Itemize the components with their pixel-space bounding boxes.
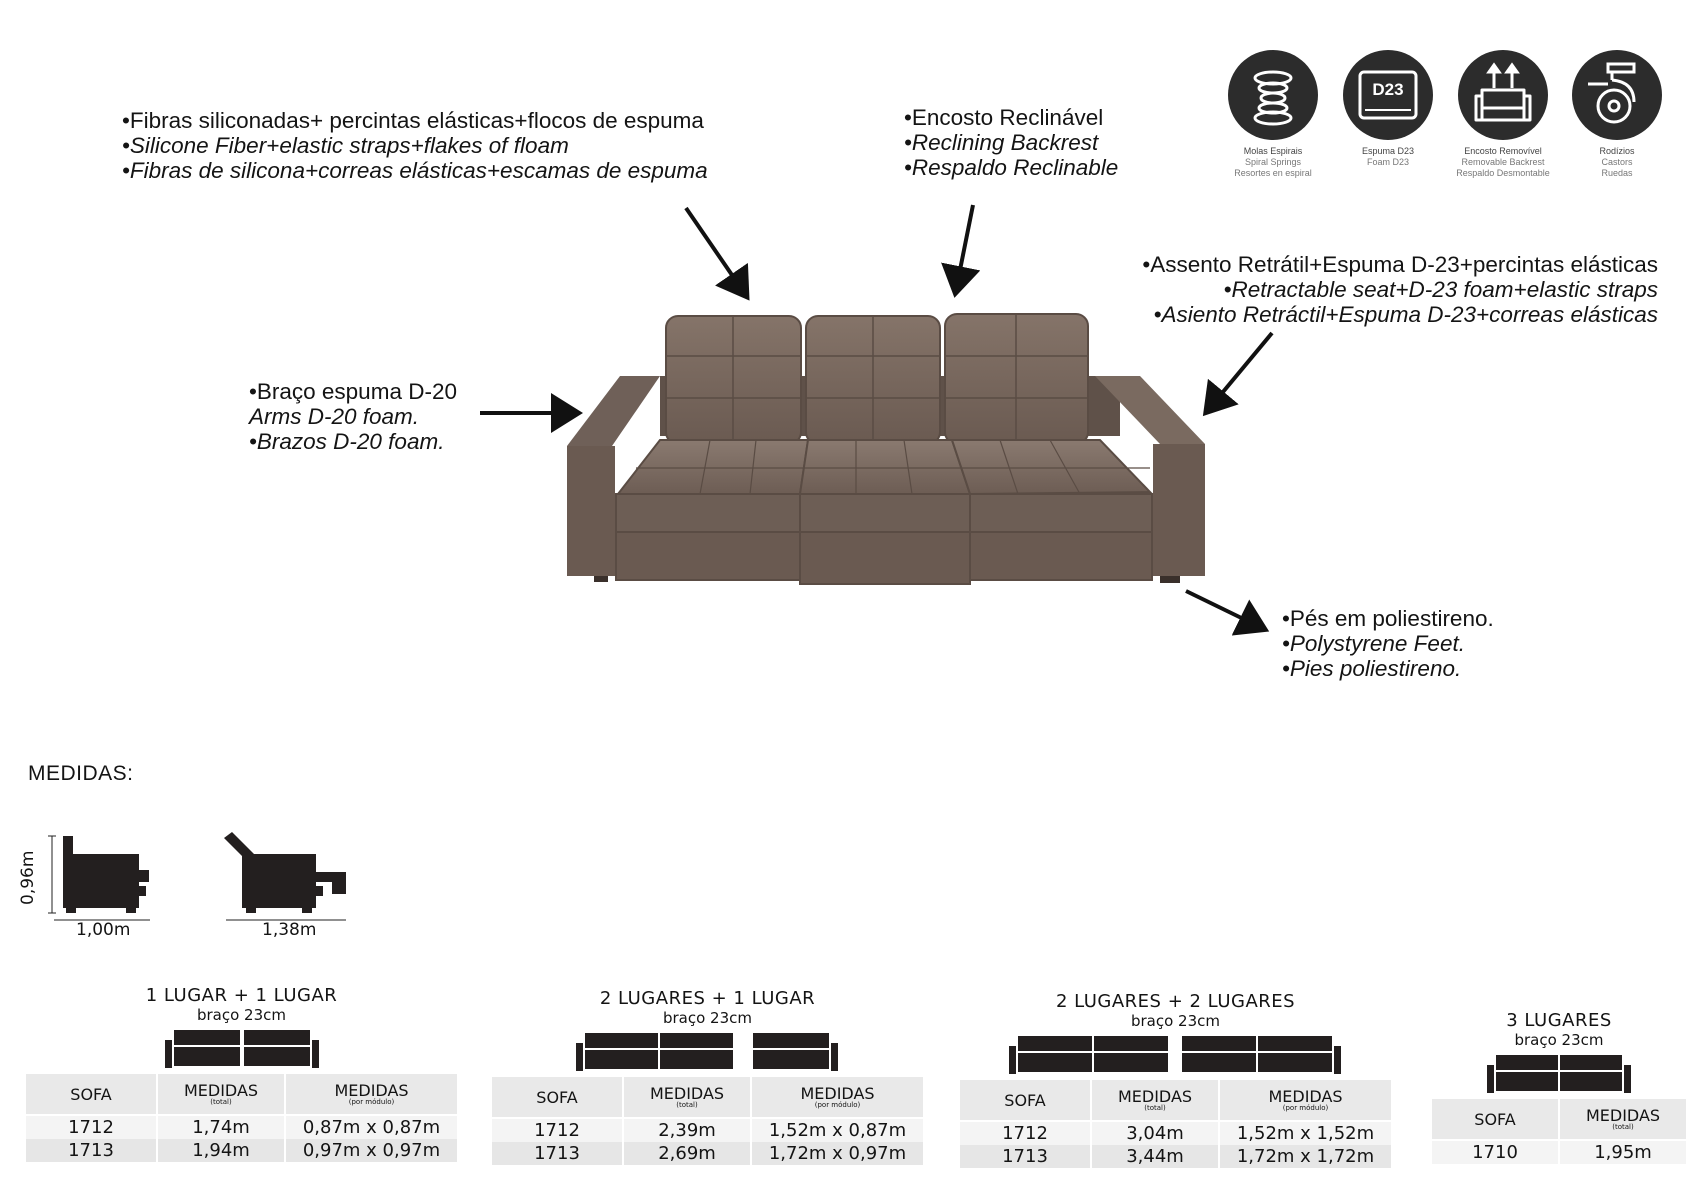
arrow-fibras: [686, 208, 745, 294]
col-total: MEDIDAS (total): [624, 1077, 750, 1117]
col-module: MEDIDAS (por módulo): [286, 1074, 457, 1114]
col-module: MEDIDAS (por módulo): [1220, 1080, 1391, 1120]
config-title: 2 LUGARES + 2 LUGARES: [1055, 991, 1296, 1012]
feature-caption: Encosto Removível Removable Backrest Respaldo Desmontable: [1456, 146, 1550, 178]
callout-braco: •Braço espuma D-20 Arms D-20 foam. •Brazos D-20 foam.: [249, 379, 457, 454]
table-row: 1712 2,39m 1,52m x 0,87m: [492, 1117, 923, 1142]
config-2l-2l: [958, 991, 1393, 1168]
config-title: 1 LUGAR + 1 LUGAR: [145, 985, 338, 1006]
table-row: 1712 3,04m 1,52m x 1,52m: [960, 1120, 1391, 1145]
col-total: MEDIDAS (total): [158, 1074, 284, 1114]
col-total: MEDIDAS (total): [1560, 1099, 1686, 1139]
config-2l-1l: [490, 988, 925, 1165]
col-total: MEDIDAS (total): [1092, 1080, 1218, 1120]
config-arm: braço 23cm: [1514, 1031, 1604, 1049]
config-table: [1430, 1099, 1688, 1164]
col-sofa: SOFA: [26, 1074, 156, 1114]
table-row: 1710 1,95m: [1432, 1139, 1686, 1164]
table-row: 1713 2,69m 1,72m x 0,97m: [492, 1142, 923, 1165]
config-diagram: [1006, 1034, 1346, 1074]
table-row: 1713 1,94m 0,97m x 0,97m: [26, 1139, 457, 1162]
config-table: [24, 1074, 459, 1162]
feature-caption: Rodízios Castors Ruedas: [1599, 146, 1635, 178]
config-arm: braço 23cm: [196, 1006, 287, 1024]
config-diagram: [1484, 1053, 1634, 1093]
feature-caption: Molas Espirais Spiral Springs Resortes en espiral: [1234, 146, 1312, 178]
d23-label: D23: [1372, 80, 1404, 99]
config-title: 3 LUGARES: [1506, 1010, 1612, 1031]
config-arm: braço 23cm: [1130, 1012, 1221, 1030]
measures-title: MEDIDAS:: [28, 762, 134, 785]
table-row: 1713 3,44m 1,72m x 1,72m: [960, 1145, 1391, 1168]
config-table: [490, 1077, 925, 1165]
arrow-encosto: [956, 205, 973, 290]
callout-fibras: •Fibras siliconadas+ percintas elásticas+flocos de espuma •Silicone Fiber+elastic straps+flakes of floam •Fibras de silicona+correas elásticas+escamas de espuma: [122, 108, 708, 183]
config-arm: braço 23cm: [662, 1009, 753, 1027]
depth-closed-label: 1,00m: [76, 920, 131, 940]
config-diagram: [573, 1031, 843, 1071]
col-sofa: SOFA: [1432, 1099, 1558, 1139]
config-table: [958, 1080, 1393, 1168]
callout-pes: •Pés em poliestireno. •Polystyrene Feet. •Pies poliestireno.: [1282, 606, 1494, 681]
table-row: 1712 1,74m 0,87m x 0,87m: [26, 1114, 457, 1139]
config-3l: [1430, 1010, 1688, 1164]
sofa-illustration: [560, 308, 1220, 608]
height-label: 0,96m: [18, 850, 38, 905]
callout-assento: •Assento Retrátil+Espuma D-23+percintas elásticas •Retractable seat+D-23 foam+elastic straps •Asiento Retráctil+Espuma D-23+correas elásticas: [1142, 252, 1658, 327]
feature-caption: Espuma D23 Foam D23: [1361, 146, 1415, 167]
config-diagram: [162, 1028, 322, 1068]
config-title: 2 LUGARES + 1 LUGAR: [599, 988, 816, 1009]
callout-encosto: •Encosto Reclinável •Reclining Backrest •Respaldo Reclinable: [904, 105, 1119, 180]
depth-open-label: 1,38m: [262, 920, 317, 940]
col-module: MEDIDAS (por módulo): [752, 1077, 923, 1117]
config-1l-1l: [24, 985, 459, 1162]
col-sofa: SOFA: [492, 1077, 622, 1117]
col-sofa: SOFA: [960, 1080, 1090, 1120]
